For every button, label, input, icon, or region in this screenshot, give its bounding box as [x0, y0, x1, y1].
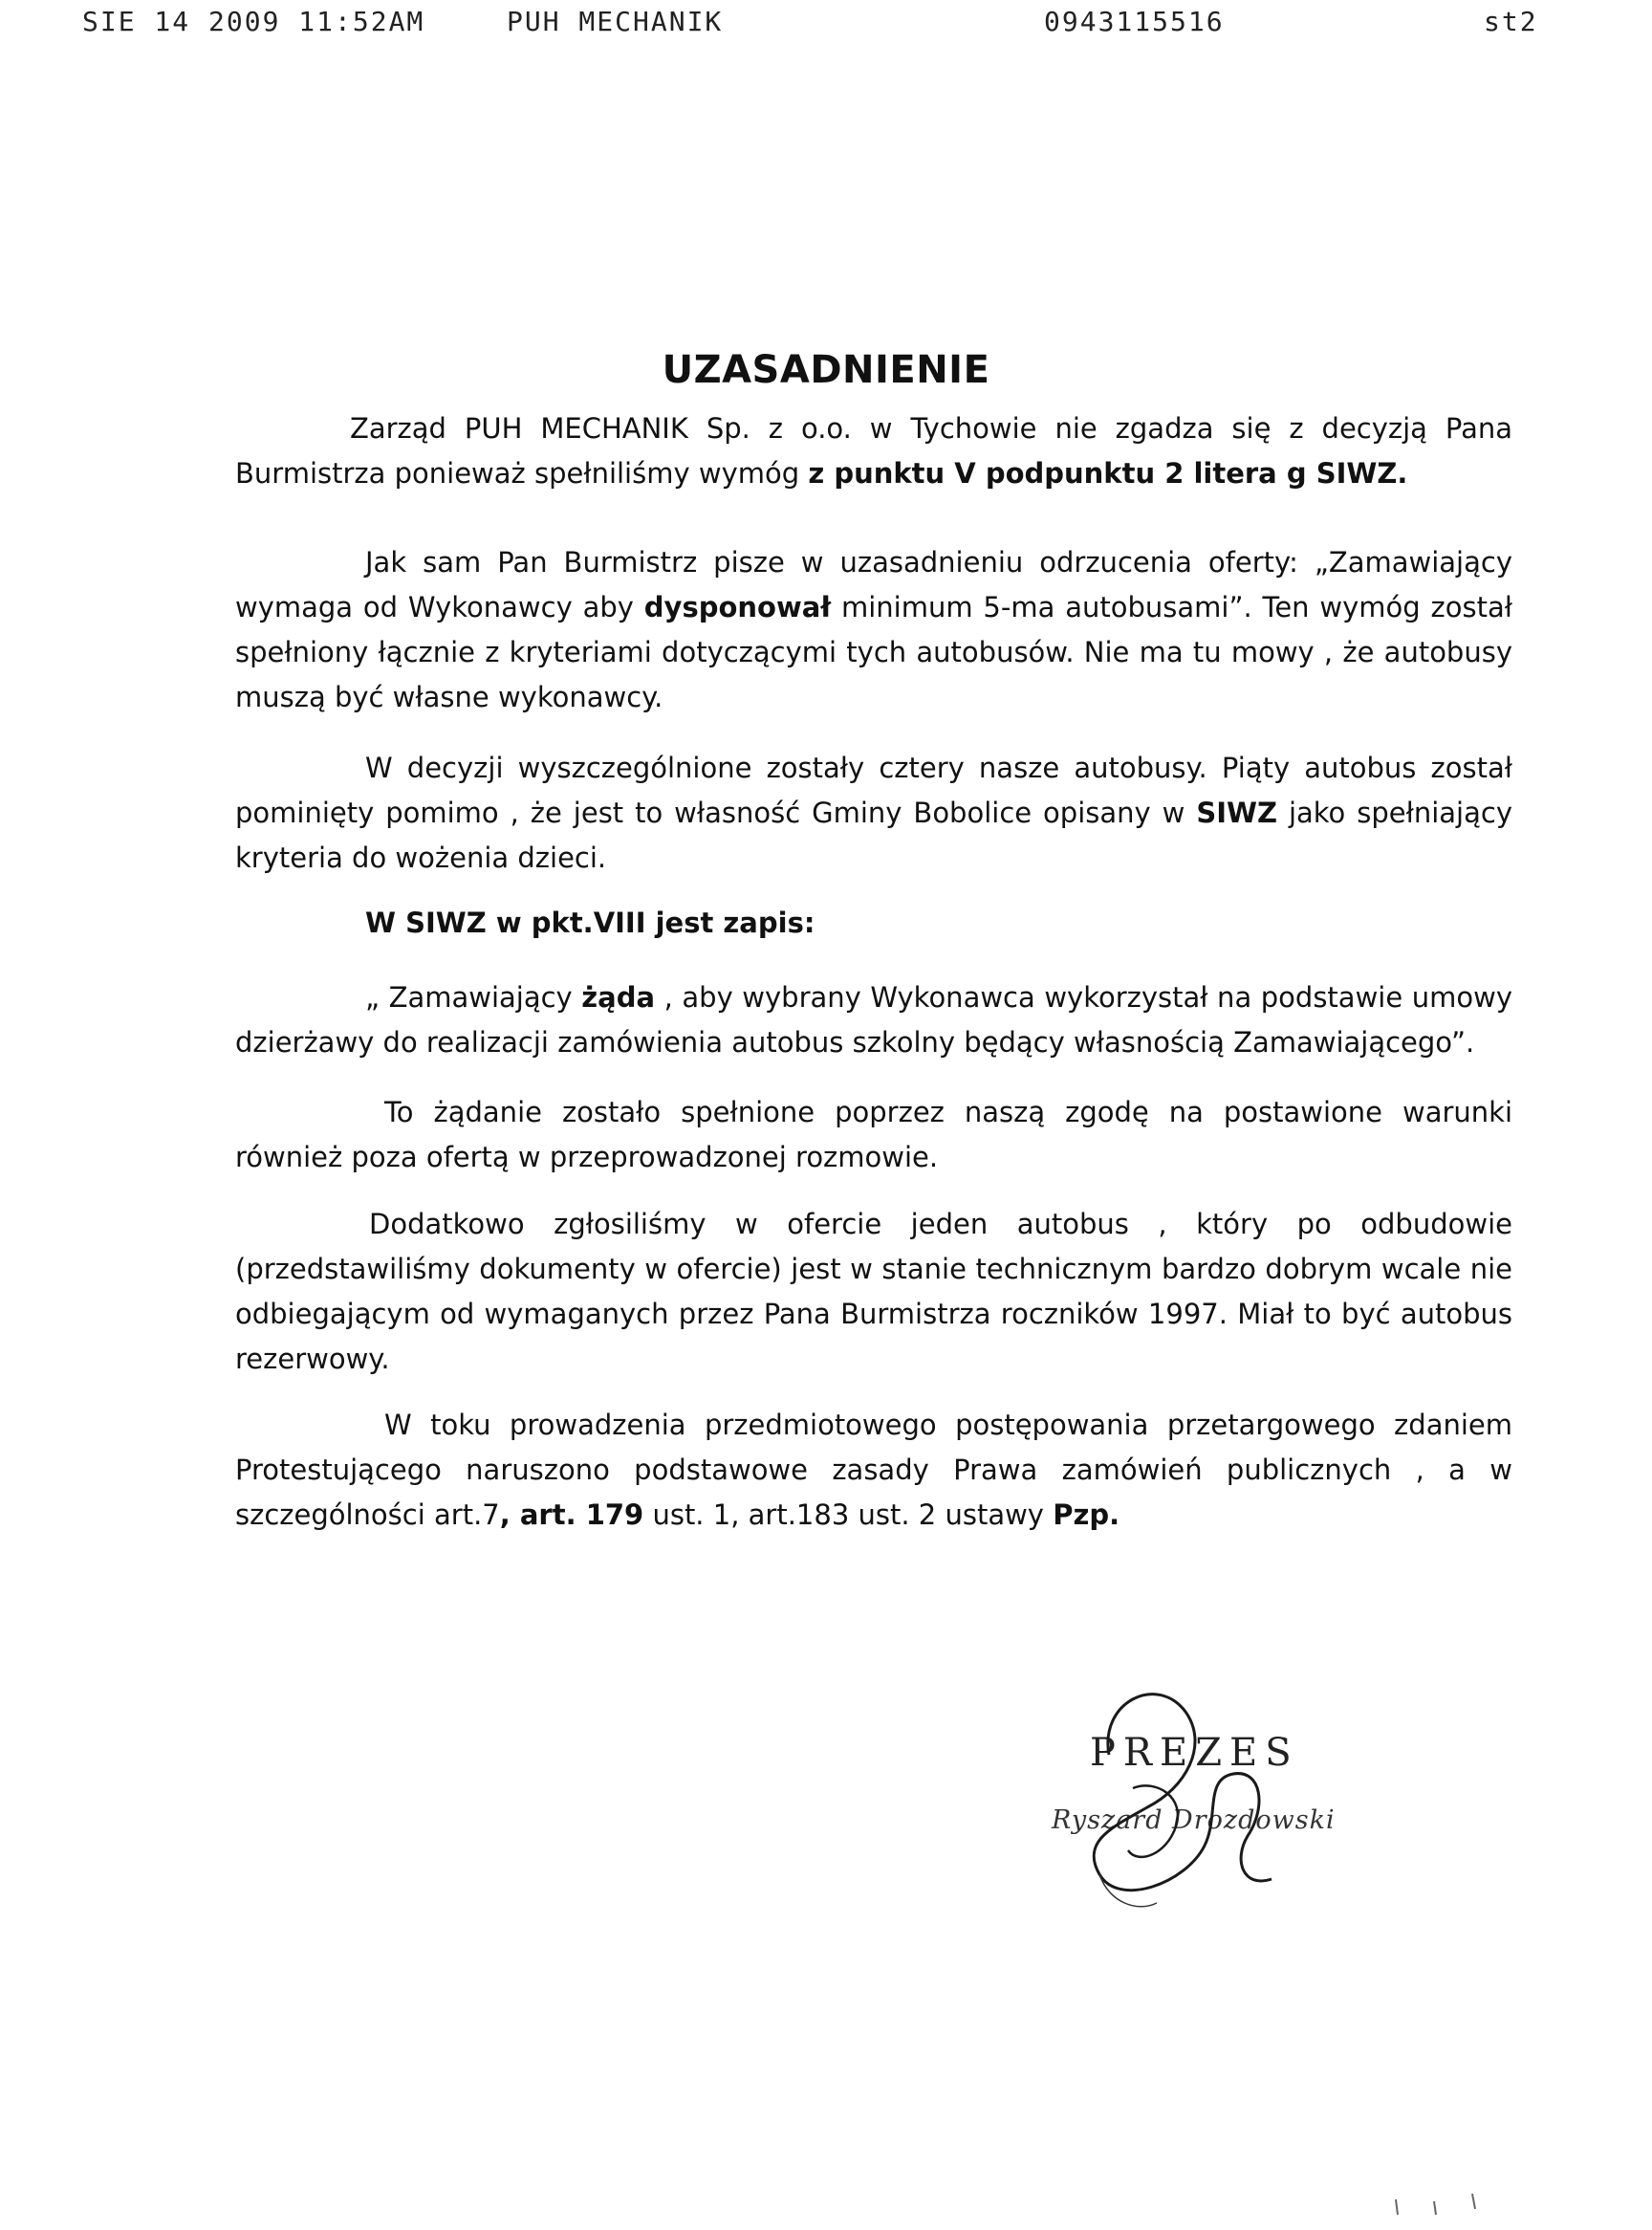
p2-bold: dysponował — [643, 591, 832, 623]
p3-bold: SIWZ — [1196, 797, 1278, 829]
stamp-title: PREZES — [1090, 1731, 1299, 1775]
paragraph-1 — [235, 406, 1512, 496]
paragraph-6 — [235, 1090, 1512, 1180]
p4-text-a: W — [365, 907, 406, 939]
paragraph-5 — [235, 975, 1512, 1065]
paragraph-3 — [235, 746, 1512, 881]
handwritten-signature — [1042, 1673, 1386, 1922]
p5-text-a: „ Zamawiający — [365, 981, 582, 1014]
p8-text-a: W toku prowadzenia przedmiotowego postępowania przetargowego zdaniem Protestującego naruszono podstawowe zasady Prawa zamówień publicznych , a w szczególności art.7 — [235, 1409, 1512, 1531]
p4-bold: SIWZ w pkt.VIII jest zapis: — [405, 907, 815, 939]
p8-bold-pzp: Pzp. — [1053, 1498, 1120, 1531]
p6-text: To żądanie zostało spełnione poprzez naszą zgodę na postawione warunki również poza ofertą w przeprowadzonej rozmowie. — [235, 1096, 1512, 1173]
paragraph-2 — [235, 540, 1512, 720]
p2-text-a: Jak sam Pan Burmistrz pisze w uzasadnieniu odrzucenia oferty: „Zamawiający wymaga od Wykonawcy aby — [235, 546, 1512, 623]
p5-bold: żąda — [581, 981, 656, 1014]
signature-stamp — [1042, 1673, 1386, 1922]
p1-bold: z punktu V podpunktu 2 litera g SIWZ. — [808, 457, 1408, 490]
p8-bold-art: , art. 179 — [499, 1498, 644, 1531]
p7-text: Dodatkowo zgłosiliśmy w ofercie jeden autobus , który po odbudowie (przedstawiliśmy dokumenty w ofercie) jest w stanie technicznym bardzo dobrym wcale nie odbiegającym od wymaganych przez Pana Burmistrza roczników 1997. Miał to być autobus rezerwowy. — [235, 1208, 1512, 1375]
p3-text-c: jako spełniający kryteria do wożenia dzieci. — [235, 797, 1512, 874]
p1-text: Zarząd PUH MECHANIK Sp. z o.o. w Tychowie nie zgadza się z decyzją Pana Burmistrza ponieważ spełniliśmy wymóg — [235, 412, 1512, 490]
p8-text-c: ust. 1, art.183 ust. 2 ustawy — [643, 1498, 1054, 1531]
fax-page-number: st2 — [1484, 6, 1538, 37]
fax-phone-number: 0943115516 — [1044, 6, 1225, 37]
p3-text-a: W decyzji wyszczególnione zostały cztery nasze autobusy. Piąty autobus został pominięty pomimo , że jest to własność Gminy Bobolice opisany w — [235, 752, 1512, 829]
paragraph-8 — [235, 1403, 1512, 1538]
p2-text-c: minimum 5-ma autobusami”. Ten wymóg został spełniony łącznie z kryteriami dotyczącymi tych autobusów. Nie ma tu mowy , że autobusy muszą być własne wykonawcy. — [235, 591, 1512, 713]
fax-date-time: SIE 14 2009 11:52AM — [82, 6, 425, 37]
fax-header — [0, 4, 1652, 42]
stamp-name: Ryszard Drozdowski — [1052, 1805, 1336, 1835]
p5-text-c: , aby wybrany Wykonawca wykorzystał na podstawie umowy dzierżawy do realizacji zamówienia autobus szkolny będący własnością Zamawiającego”. — [235, 981, 1512, 1059]
paragraph-4 — [235, 901, 1512, 946]
paragraph-7 — [235, 1202, 1512, 1382]
scan-marks — [1377, 2190, 1511, 2219]
document-title: UZASADNIENIE — [662, 348, 990, 392]
fax-sender: PUH MECHANIK — [507, 6, 724, 37]
